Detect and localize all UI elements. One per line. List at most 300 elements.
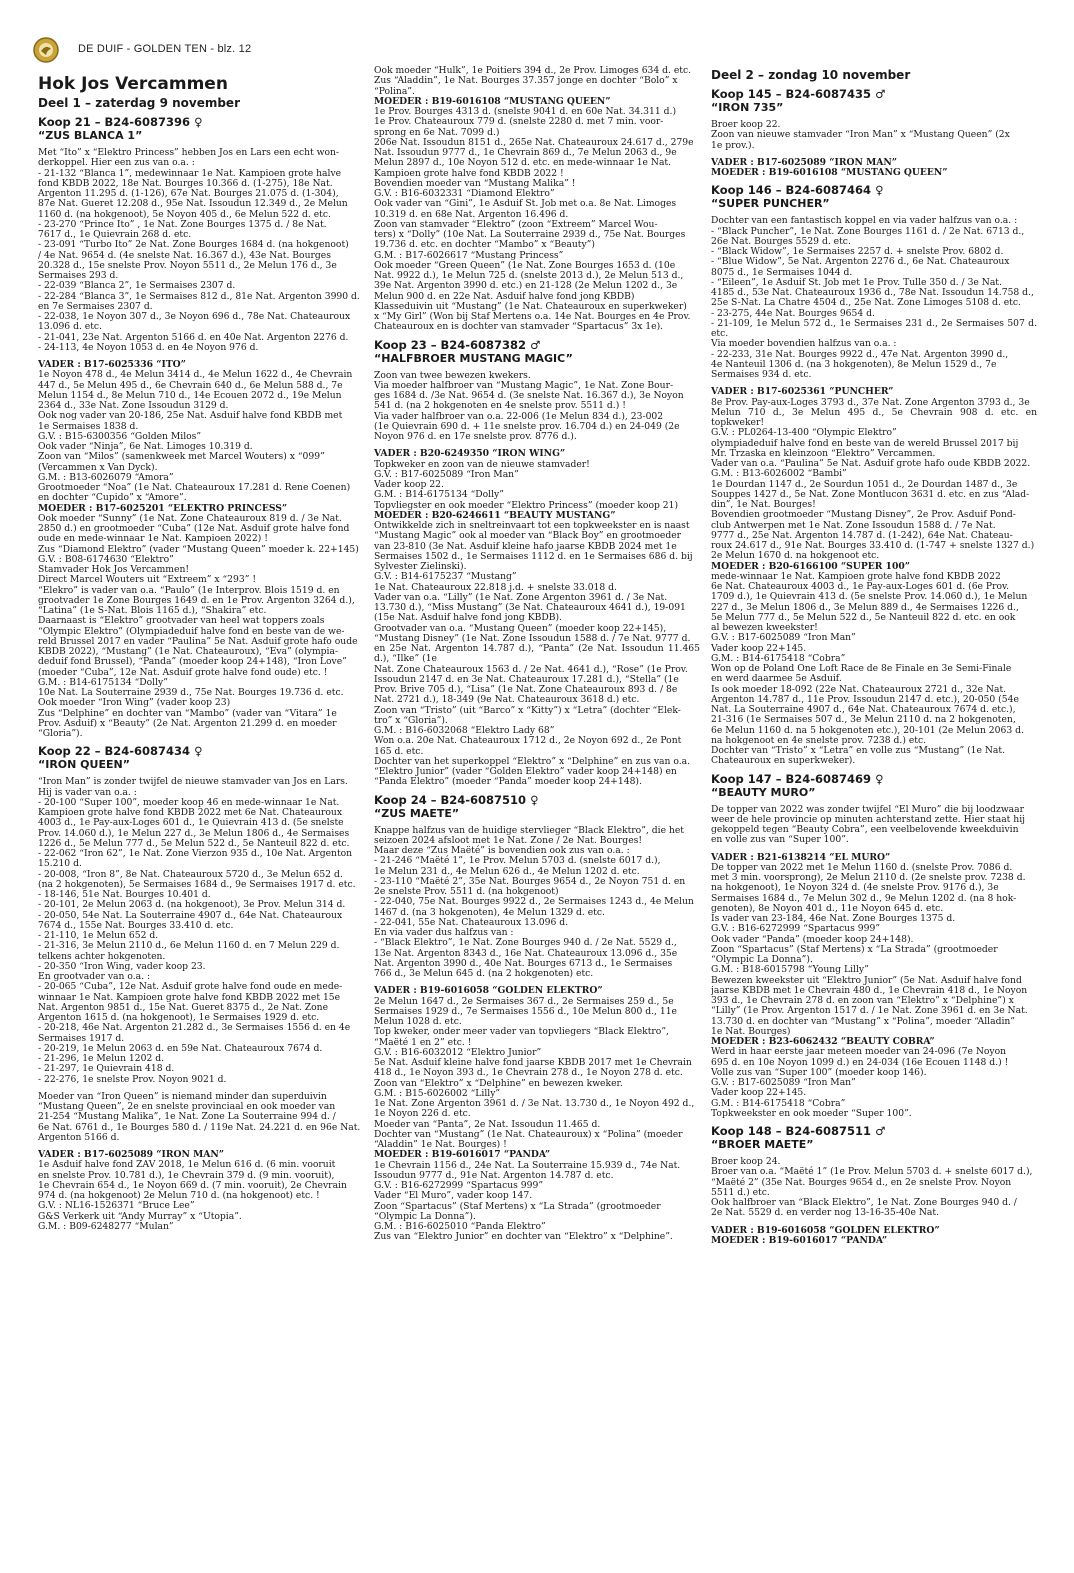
text-line: 1e Chevrain 1156 d., 24e Nat. La Souterraine 15.939 d., 74e Nat. — [374, 1159, 681, 1171]
text-line: 21-254 “Mustang Malika”, 1e Nat. Zone La Souterraine 994 d. / — [38, 1111, 336, 1123]
text-line: - 21-296, 1e Melun 1202 d. — [38, 1053, 165, 1064]
text-line: - “Black Widow”, 1e Sermaises 2257 d. + snelste Prov. 6802 d. — [711, 246, 1004, 257]
text-line: 6e Nat. 6761 d., 1e Bourges 580 d. / 119e Nat. 24.221 d. en 96e Nat. — [38, 1121, 361, 1133]
lot-heading: Koop 21 – B24-6087396 ♀ — [38, 115, 203, 129]
text-line: MOEDER : B23-6062432 “BEAUTY COBRA” — [711, 1036, 935, 1047]
text-line: 13.730 d.), “Miss Mustang” (3e Nat. Chateauroux 4641 d.), 19-091 — [374, 602, 686, 613]
text-line: 4e Nanteuil 1306 d. (na 3 hokgenoten), 8e Melun 1529 d., 7e — [711, 358, 997, 370]
text-line: Met “Ito” x “Elektro Princess” hebben Jos en Lars een echt won- — [38, 147, 340, 158]
text-line: Prov. 14.060 d.), 1e Melun 227 d., 3e Melun 1806 d., 4e Sermaises — [38, 827, 350, 839]
text-line: 39e Nat. Argenton 3990 d. etc.) en 21-128 (2e Melun 1202 d., 3e — [374, 280, 678, 292]
text-line: - 21-109, 1e Melun 572 d., 1e Sermaises 231 d., 2e Sermaises 507 d. etc. — [711, 317, 1037, 339]
text-line: “Panda Elektro” (moeder “Panda” moeder koop 24+148). — [374, 776, 642, 788]
text-line: G.V. : B16-6032331 “Diamond Elektro” — [374, 188, 555, 199]
lot-text — [711, 1157, 1037, 1219]
text-line: 20.328 d., 15e snelste Prov. Noyon 5511 d., 2e Melun 176 d., 3e — [38, 259, 337, 271]
text-line: Grootmoeder “Noa” (1e Nat. Chateauroux 17.281 d. Rene Coenen) — [38, 482, 351, 493]
text-line: 21-316 (1e Sermaises 507 d., 3e Melun 2110 d. na 2 hokgenoten, — [711, 714, 1016, 726]
text-line: 2850 d.) en grootmoeder “Cuba” (12e Nat. Asduif grote halve fond — [38, 523, 350, 534]
text-line: 541 d. (na 2 hokgenoten en 4e snelste prov. 5511 d.) ! — [374, 400, 626, 412]
text-line: KBDB 2022), “Mustang” (1e Nat. Chateauroux), “Eva” (olympia- — [38, 646, 339, 657]
part-heading-2: Deel 2 – zondag 10 november — [711, 68, 911, 82]
text-line: G.V. : B17-6025089 “Iron Man” — [374, 468, 519, 480]
text-line: Knappe halfzus van de huidige stervlieger “Black Elektro”, die het — [374, 824, 684, 836]
text-line: - 22-038, 1e Noyon 307 d., 3e Noyon 696 d., 78e Nat. Chateauroux — [38, 311, 351, 322]
text-line: 974 d. (na hokgenoot) 2e Melun 710 d. (na hokgenoot) etc. ! — [38, 1190, 320, 1201]
lot-heading: Koop 22 – B24-6087434 ♀ — [38, 744, 203, 759]
lot-heading: Koop 145 – B24-6087435 ♂ — [711, 87, 886, 101]
text-line: VADER : B20-6249350 “IRON WING” — [374, 448, 566, 460]
lot-heading: Koop 147 – B24-6087469 ♀ — [711, 771, 884, 786]
text-line: “Lilly” (1e Prov. Argenton 1517 d. / 1e Nat. Zone 3961 d. en 3e Nat. — [711, 1005, 1028, 1017]
text-line: en werd daarmee 5e Asduif. — [711, 673, 842, 685]
text-line: 25e S-Nat. La Chatre 4504 d., 25e Nat. Zone Limoges 5108 d. etc. — [711, 297, 1021, 309]
text-line: - “Eileen”, 1e Asduif St. Job met 1e Prov. Tulle 350 d. / 3e Nat. — [711, 276, 1002, 288]
text-line: Melun 710 d., 3e Melun 495 d., 5e Chevrain 908 d. etc. en topkweker! — [711, 406, 1037, 428]
text-line: ters) x “Dolly” (10e Nat. La Souterraine 2939 d., 75e Nat. Bourges — [374, 229, 686, 240]
text-line: - 20-219, 1e Melun 2063 d. en 59e Nat. Chateauroux 7674 d. — [38, 1042, 323, 1054]
text-line: Nat. Argenton 9851 d., 15e Nat. Gueret 8375 d., 2e Nat. Zone — [38, 1001, 329, 1013]
lot-heading: Koop 23 – B24-6087382 ♂ — [374, 337, 541, 352]
text-line: roux 24.617 d., 91e Nat. Bourges 33.410 d. (1-747 + snelste 1327 d.) — [711, 540, 1035, 551]
text-line: 2e snelste Prov. 5511 d. (na hokgenoot) — [374, 886, 559, 897]
text-line: Vader “El Muro”, vader koop 147. — [374, 1190, 533, 1202]
text-line: mede-winnaar 1e Nat. Kampioen grote halve fond KBDB 2022 — [711, 570, 1001, 582]
text-line: Vader koop 22+145. — [711, 642, 807, 654]
text-line: - “Black Elektro”, 1e Nat. Zone Bourges 940 d. / 2e Nat. 5529 d., — [374, 937, 677, 949]
lot-name: “IRON QUEEN” — [38, 758, 130, 772]
text-line: Ook moeder “Green Queen” (1e Nat. Zone Bourges 1653 d. (10e — [374, 259, 676, 271]
text-line: G.M. : B16-6025010 “Panda Elektro” — [374, 1221, 546, 1232]
text-line: Kampioen grote halve fond KBDB 2022 ! — [374, 167, 564, 179]
text-line: en 25e Nat. Argenton 14.787 d.), “Panta” (2e Nat. Issoudun 11.465 d.), “Ilke” (1e — [374, 643, 700, 665]
text-line: Zus “Diamond Elektro” (vader “Mustang Queen” moeder k. 22+145) — [38, 543, 359, 555]
text-line: 1709 d.), 1e Quievrain 413 d. (5e snelste Prov. 14.060 d.), 1e Melun — [711, 591, 1028, 603]
text-line: Volle zus van “Super 100” (moeder koop 146). — [711, 1066, 927, 1078]
text-line: Dochter van “Mustang” (1e Nat. Chateauroux) x “Polina” (moeder — [374, 1128, 683, 1140]
text-line: Zoon “Spartacus” (Staf Mertens) x “La Strada” (grootmoeder — [711, 943, 998, 955]
text-line: Klasseduivin uit “Mustang” (1e Nat. Chateauroux en superkweker) — [374, 300, 687, 312]
text-line: G.M. : B15-6026002 “Lilly” — [374, 1087, 501, 1099]
text-line: Dochter van een fantastisch koppel en via vader halfzus van o.a. : — [711, 215, 1018, 227]
text-line: - “Blue Widow”, 5e Nat. Argenton 2276 d., 6e Nat. Chateauroux — [711, 256, 1010, 268]
lot-text — [38, 777, 364, 1085]
text-line: Issoudun 2147 d. en 3e Nat. Chateauroux 17.281 d.), “Stella” (1e — [374, 673, 679, 685]
text-line: Won op de Poland One Loft Race de 8e Finale en 3e Semi-Finale — [711, 663, 1012, 674]
text-line: - 21-316, 3e Melun 2110 d., 6e Melun 1160 d. en 7 Melun 229 d. — [38, 940, 340, 952]
text-line: Sermaises 293 d. — [38, 270, 119, 281]
text-line: 2364 d., 33e Nat. Zone Issoudun 3129 d. — [38, 400, 229, 411]
text-line: - 20-008, “Iron 8”, 8e Nat. Chateauroux 5720 d., 3e Melun 652 d. — [38, 868, 343, 880]
text-line: - 21-246 “Maëté 1”, 1e Prov. Melun 5703 d. (snelste 6017 d.), — [374, 855, 661, 867]
text-line: 1e Melun 231 d., 4e Melun 626 d., 4e Melun 1202 d. etc. — [374, 865, 640, 877]
text-line: reld Brussel 2017 en vader “Paulina” 5e Nat. Asduif grote hafo oude — [38, 635, 358, 647]
text-line: Ook moeder “Hulk”, 1e Poitiers 394 d., 2e Prov. Limoges 634 d. etc. — [374, 66, 692, 76]
text-line: - 22-040, 75e Nat. Bourges 9922 d., 2e Sermaises 1243 d., 4e Melun — [374, 896, 694, 908]
text-line: VADER : B21-6138214 “EL MURO” — [711, 851, 891, 863]
text-line: 1e Noyon 226 d. etc. — [374, 1108, 471, 1120]
text-line: G.V. : NL16-1526371 “Bruce Lee” — [38, 1200, 195, 1212]
text-line: G.M. : B13-6026002 “Bambi” — [711, 468, 847, 480]
lot-pedigree — [711, 387, 1037, 766]
text-line: 13.730 d. en dochter van “Mustang” x “Polina”, moeder “Alladin” — [711, 1015, 1016, 1027]
lot-name: “BROER MAETE” — [711, 1138, 814, 1151]
text-line: VADER : B17-6025361 “PUNCHER” — [711, 386, 894, 398]
text-line: Won o.a. 20e Nat. Chateauroux 1712 d., 2e Noyon 692 d., 2e Pont — [374, 735, 682, 747]
text-line: 1e Sermaises 1838 d. — [38, 420, 139, 432]
text-line: MOEDER : B20-6246611 “BEAUTY MUSTANG” — [374, 509, 616, 521]
text-line: Sylvester Zielinski). — [374, 561, 467, 572]
lot-heading: Koop 148 – B24-6087511 ♂ — [711, 1124, 886, 1138]
text-line: 13e Nat. Argenton 8343 d., 16e Nat. Chateauroux 13.096 d., 35e — [374, 947, 678, 959]
text-line: 766 d., 3e Melun 645 d. (na 2 hokgenoten) etc. — [374, 968, 594, 979]
text-line: 15.210 d. — [38, 858, 82, 870]
text-line: 206e Nat. Issoudun 8151 d., 265e Nat. Chateauroux 24.617 d., 279e — [374, 136, 694, 148]
text-line: Dochter van “Tristo” x “Letra” en volle zus “Mustang” (1e Nat. — [711, 745, 1005, 756]
text-line: Daarnaast is “Elektro” grootvader van heel wat toppers zoals — [38, 615, 325, 627]
text-line: Prov. Asduif) x “Beauty” (2e Nat. Argenton 21.299 d. en moeder — [38, 717, 337, 729]
text-line: Sermaises 1684 d., 7e Melun 302 d., 9e Melun 1202 d. (na 8 hok- — [711, 892, 1017, 904]
text-line: Zoon van “Tristo” (uit “Barco” x “Kitty”) x “Letra” (dochter “Elek- — [374, 704, 681, 716]
text-line: Chateauroux en is dochter van stamvader “Spartacus” 3x 1e). — [374, 321, 664, 333]
text-line: En grootvader van o.a. : — [38, 971, 151, 982]
text-line: 26e Nat. Bourges 5529 d. etc. — [711, 235, 851, 247]
text-line: VADER : B19-6016058 “GOLDEN ELEKTRO” — [374, 985, 603, 997]
text-line: deduif fond Brussel), “Panda” (moeder koop 24+148), “Iron Love” — [38, 656, 347, 668]
page-header — [32, 36, 332, 66]
text-line: - 20-050, 54e Nat. La Souterraine 4907 d., 64e Nat. Chateauroux — [38, 909, 343, 921]
text-line: 1e Chevrain 654 d., 1e Noyon 669 d. (7 min. vooruit), 2e Chevrain — [38, 1179, 347, 1191]
text-line: Zoon van nieuwe stamvader “Iron Man” x “Mustang Queen” (2x — [711, 129, 1010, 141]
text-line: en 7e Sermaises 2307 d. — [38, 300, 153, 312]
text-line: Argenton 14.787 d., 11e Prov. Issoudun 2147 d. etc.), 20-050 (54e — [711, 693, 1019, 705]
text-line: 5e Nat. Asduif kleine halve fond jaarse KBDB 2017 met 1e Chevrain — [374, 1057, 692, 1068]
text-line: “Maëté 1 en 2” etc. ! — [374, 1036, 472, 1048]
text-line: 227 d., 3e Melun 1806 d., 3e Melun 889 d., 4e Sermaises 1226 d., — [711, 601, 1019, 613]
text-line: 7674 d., 155e Nat. Bourges 33.410 d. etc. — [38, 919, 234, 931]
text-line: club Antwerpen met 1e Nat. Zone Issoudun 1588 d. / 7e Nat. — [711, 519, 996, 531]
text-line: Melun 900 d. en 22e Nat. Asduif halve fond jong KBDB) — [374, 290, 635, 302]
text-line: G.M. : B14-6175418 “Cobra” — [711, 1097, 846, 1109]
text-line: G.M. : B09-6248277 “Mulan” — [38, 1220, 174, 1232]
text-line: en volle zus van “Super 100”. — [711, 834, 849, 846]
text-line: Melun 1028 d. etc. — [374, 1016, 462, 1027]
text-line: 393 d., 1e Chevrain 278 d. en zoon van “Elektro” x “Delphine”) x — [711, 995, 1014, 1006]
text-line: Ontwikkelde zich in sneltreinvaart tot een topkweekster en is naast — [374, 520, 690, 531]
text-line: olympiadeduif halve fond en beste van de wereld Brussel 2017 bij — [711, 437, 1019, 449]
text-line: Nat. 2721 d.), 18-349 (9e Nat. Chateauroux 3618 d.) etc. — [374, 694, 640, 706]
text-line: 7617 d., 1e Quievrain 268 d. etc. — [38, 229, 192, 240]
text-line: tro” x “Gloria”). — [374, 714, 448, 726]
text-line: 1e Nat. Zone Argenton 3961 d. / 3e Nat. 13.730 d., 1e Noyon 492 d., — [374, 1098, 695, 1109]
text-line: - 23-110 “Maëté 2”, 35e Nat. Bourges 9654 d., 2e Noyon 751 d. en — [374, 875, 686, 887]
text-line: sprong en 6e Nat. 7099 d.) — [374, 126, 500, 138]
text-line: “Polina”. — [374, 85, 415, 97]
text-line: G.V. : B16-6272999 “Spartacus 999” — [711, 923, 881, 935]
text-line: - 20-350 “Iron Wing, vader koop 23. — [38, 960, 206, 972]
text-line: Is ook moeder 18-092 (22e Nat. Chateauroux 2721 d., 32e Nat. — [711, 683, 1007, 695]
text-line: Broer koop 24. — [711, 1156, 781, 1167]
text-line: Melun 1154 d., 8e Melun 710 d., 14e Ecouen 2072 d., 19e Melun — [38, 389, 342, 401]
text-line: Bovendien grootmoeder “Mustang Disney”, 2e Prov. Asduif Pond- — [711, 509, 1016, 521]
lot-heading: Koop 146 – B24-6087464 ♀ — [711, 183, 884, 198]
text-line: - 23-091 “Turbo Ito” 2e Nat. Zone Bourges 1684 d. (na hokgenoot) — [38, 239, 349, 251]
text-line: 5511 d.) etc. — [711, 1186, 770, 1198]
text-line: Dochter van het superkoppel “Elektro” x “Delphine” en zus van o.a. — [374, 755, 691, 767]
text-line: VADER : B17-6025336 “ITO” — [38, 359, 186, 370]
lot-pedigree — [711, 158, 1037, 179]
text-line: - 22-284 “Blanca 3”, 1e Sermaises 812 d., 81e Nat. Argenton 3990 d. — [38, 290, 360, 302]
text-line: Souppes 1427 d., 5e Nat. Zone Montlucon 3631 d. etc. en zus “Alad- — [711, 488, 1030, 500]
text-line: 1e Prov. Bourges 4313 d. (snelste 9041 d. en 60e Nat. 34.311 d.) — [374, 106, 677, 117]
lot-name: “BEAUTY MURO” — [711, 785, 816, 799]
text-line: (moeder “Cuba”, 12e Nat. Asduif grote halve fond oude) etc. ! — [38, 666, 328, 678]
text-line: (na 2 hokgenoten), 5e Sermaises 1684 d., 9e Sermaises 1917 d. etc. — [38, 878, 356, 890]
text-line: - 21-110, 1e Melun 652 d. — [38, 930, 159, 941]
text-line: Nat. 9922 d.), 1e Melun 725 d. (snelste 2013 d.), 2e Melun 513 d., — [374, 270, 684, 281]
text-line: en snelste Prov. 10.781 d.), 1e Chevrain 379 d. (9 min. vooruit), — [38, 1169, 335, 1181]
text-line: - 23-275, 44e Nat. Bourges 9654 d. — [711, 307, 875, 319]
lot-text — [38, 1092, 364, 1143]
text-line: Direct Marcel Wouters uit “Extreem” x “293” ! — [38, 574, 257, 586]
text-line: 5e Melun 777 d., 5e Melun 522 d., 5e Nanteuil 822 d. etc. en ook — [711, 611, 1016, 623]
text-line: G.V. : B16-6272999 “Spartacus 999” — [374, 1180, 544, 1191]
text-line: Topkweekster en ook moeder “Super 100”. — [711, 1107, 912, 1119]
text-line: 695 d. en 10e Noyon 1099 d.) en 24-034 (16e Ecouen 1148 d.) ! — [711, 1056, 1009, 1068]
text-line: 1e Asduif halve fond ZAV 2018, 1e Melun 616 d. (6 min. vooruit — [38, 1159, 336, 1171]
text-line: En via vader dus halfzus van : — [374, 927, 514, 938]
text-line: Via moeder halfbroer van “Mustang Magic”, 1e Nat. Zone Bour- — [374, 379, 674, 391]
text-line: - 21-041, 23e Nat. Argenton 5166 d. en 40e Nat. Argenton 2276 d. — [38, 331, 349, 343]
text-line: “Olympic La Donna”). — [374, 1210, 476, 1222]
text-line: G.M. : B18-6015798 “Young Lilly” — [711, 964, 869, 976]
lot-heading: Koop 24 – B24-6087510 ♀ — [374, 792, 539, 807]
page-title: Hok Jos Vercammen — [38, 74, 228, 94]
text-line: De topper van 2022 was zonder twijfel “El Muro” die bij loodzwaar — [711, 803, 1025, 815]
text-line: 10e Nat. La Souterraine 2939 d., 75e Nat. Bourges 19.736 d. etc. — [38, 687, 344, 698]
text-line: 8e Prov. Pay-aux-Loges 3793 d., 37e Nat. Zone Argenton 3793 d., 3e — [711, 396, 1030, 408]
text-line: Prov. Brive 705 d.), “Lisa” (1e Nat. Zone Chateauroux 893 d. / 8e — [374, 684, 678, 695]
text-line: “Elekro” is vader van o.a. “Paulo” (1e Interprov. Blois 1519 d. en — [38, 584, 340, 596]
text-line: - 22-233, 31e Nat. Bourges 9922 d., 47e Nat. Argenton 3990 d., — [711, 348, 1009, 360]
text-line: gekoppeld tegen “Beauty Cobra”, een veelbelovende kweekduivin — [711, 824, 1019, 835]
text-line: “Mustang Disney” (1e Nat. Zone Issoudun 1588 d. / 7e Nat. 9777 d. — [374, 632, 691, 644]
lot-text — [711, 120, 1037, 151]
text-line: “Olympic Elektro” (Olympiadeduif halve fond en beste van de we- — [38, 625, 345, 637]
text-line: Sermaises 1917 d. — [38, 1032, 125, 1044]
text-line: 1e Dourdan 1147 d., 2e Sourdun 1051 d., 2e Dourdan 1487 d., 3e — [711, 478, 1018, 490]
text-line: Chateauroux en superkweker). — [711, 755, 856, 767]
text-line: G.M. : B16-6032068 “Elektro Lady 68” — [374, 725, 555, 736]
text-line: Vader van o.a. “Paulina” 5e Nat. Asduif grote hafo oude KBDB 2022. — [711, 458, 1031, 469]
lot-pedigree — [374, 66, 700, 333]
lot-pedigree — [38, 360, 364, 739]
text-line: G.V. : B17-6025089 “Iron Man” — [711, 1077, 856, 1088]
text-line: Is vader van 23-184, 46e Nat. Zone Bourges 1375 d. — [711, 913, 956, 924]
text-line: 2e Melun 1647 d., 2e Sermaises 367 d., 2e Sermaises 259 d., 5e — [374, 995, 674, 1007]
text-line: - 24-113, 4e Noyon 1053 d. en 4e Noyon 976 d. — [38, 341, 259, 353]
text-line: 13.096 d. etc. — [38, 321, 102, 333]
text-line: Topkweker en zoon van de nieuwe stamvader! — [374, 458, 590, 470]
text-line: Broer van o.a. “Maëté 1” (1e Prov. Melun 5703 d. + snelste 6017 d.), — [711, 1166, 1033, 1178]
text-line: 1e Nat. Chateauroux 22.818 j.d. + snelste 33.018 d. — [374, 581, 617, 593]
text-line: Ook halfbroer van “Black Elektro”, 1e Nat. Zone Bourges 940 d. / — [711, 1197, 1017, 1208]
part-heading-1: Deel 1 – zaterdag 9 november — [38, 96, 240, 110]
text-line: Melun 2897 d., 10e Noyon 512 d. etc. en mede-winnaar 1e Nat. — [374, 157, 672, 169]
text-line: Kampioen grote halve fond KBDB 2022 met 6e Nat. Chateauroux — [38, 807, 343, 818]
text-line: - 20-101, 2e Melun 2063 d. (na hokgenoot), 3e Prov. Melun 314 d. — [38, 899, 346, 911]
text-line: van 23-810 (3e Nat. Asduif kleine hafo jaarse KBDB 2024 met 1e — [374, 540, 677, 552]
text-line: - 20-218, 46e Nat. Argenton 21.282 d., 3e Sermaises 1556 d. en 4e — [38, 1022, 351, 1034]
text-line: Via moeder bovendien halfzus van o.a. : — [711, 338, 897, 350]
text-line: telkens achter hokgenoten. — [38, 950, 166, 962]
text-line: (Vercammen x Van Dyck). — [38, 461, 158, 473]
text-line: Hij is vader van o.a. : — [38, 786, 137, 798]
text-line: Ook vader “Panda” (moeder koop 24+148). — [711, 933, 914, 945]
text-line: MOEDER : B19-6016017 “PANDA” — [711, 1234, 888, 1246]
text-line: Argenton 5166 d. — [38, 1131, 120, 1143]
text-line: Bovendien moeder van “Mustang Malika” ! — [374, 177, 576, 189]
text-line: Nat. Zone Chateauroux 1563 d. / 2e Nat. 4641 d.), “Rose” (1e Prov. — [374, 663, 688, 675]
text-line: Moeder van “Iron Queen” is niemand minder dan superduivin — [38, 1090, 327, 1102]
text-line: G.M. : B14-6175134 “Dolly” — [38, 676, 168, 688]
text-line: - 22-062 “Iron 62”, 1e Nat. Zone Vierzon 935 d., 10e Nat. Argenton — [38, 848, 353, 859]
text-line: na hokgenoot), 1e Noyon 324 d. (4e snelste Prov. 9176 d.), 3e — [711, 882, 999, 894]
text-line: Zus “Aladdin”, 1e Nat. Bourges 37.357 jonge en dochter “Bolo” x — [374, 75, 678, 87]
text-line: Ook nog vader van 20-186, 25e Nat. Asduif halve fond KBDB met — [38, 410, 343, 422]
text-line: Vader koop 22+145. — [711, 1087, 807, 1099]
lot-name: “IRON 735” — [711, 101, 784, 114]
lot-pedigree — [711, 853, 1037, 1120]
text-line: - 22-041, 55e Nat. Chateauroux 13.096 d. — [374, 916, 569, 928]
text-line: “Latina” (1e S-Nat. Blois 1165 d.), “Shakira” etc. — [38, 605, 267, 616]
lot-text — [711, 216, 1037, 380]
text-line: G&S Verkerk uit “Andy Murray” x “Utopia”. — [38, 1210, 242, 1222]
text-line: 10.319 d. en 68e Nat. Argenton 16.496 d. — [374, 208, 569, 220]
text-line: 2e Melun 1670 d. na hokgenoot etc. — [711, 550, 880, 562]
text-line: 447 d., 5e Melun 495 d., 6e Chevrain 640 d., 6e Melun 588 d., 7e — [38, 379, 343, 391]
text-line: VADER : B17-6025089 “IRON MAN” — [711, 156, 898, 168]
text-line: 19.736 d. etc. en dochter “Mambo” x “Beauty”) — [374, 239, 595, 251]
text-line: 4185 d., 53e Nat. Chateauroux 1936 d., 78e Nat. Issoudun 14.758 d., — [711, 287, 1034, 298]
text-line: MOEDER : B20-6166100 “SUPER 100” — [711, 560, 911, 572]
text-line: Nat. Argenton 3990 d., 40e Nat. Bourges 6713 d., 1e Sermaises — [374, 957, 673, 969]
text-line: Zoon van stamvader “Elektro” (zoon “Extreem” Marcel Wou- — [374, 218, 658, 230]
text-line: Ook vader “Ninja”, 6e Nat. Limoges 10.319 d. — [38, 441, 253, 452]
text-line: MOEDER : B19-6016108 “MUSTANG QUEEN” — [374, 95, 611, 107]
text-line: 1e Prov. Chateauroux 779 d. (snelste 2280 d. met 7 min. voor- — [374, 116, 664, 128]
text-line: 8075 d., 1e Sermaises 1044 d. — [711, 266, 853, 278]
lot-name: “HALFBROER MUSTANG MAGIC” — [374, 351, 573, 365]
text-line: G.V. : B17-6025089 “Iron Man” — [711, 632, 856, 644]
text-line: Noyon 976 d. en 17e snelste prov. 8776 d.). — [374, 431, 577, 442]
text-line: Werd in haar eerste jaar meteen moeder van 24-096 (7e Noyon — [711, 1046, 1007, 1058]
text-line: derkoppel. Hier een zus van o.a. : — [38, 157, 195, 169]
text-line: genoten), 8e Noyon 401 d., 11e Noyon 645 d. etc. — [711, 902, 944, 914]
text-line: Mr. Trzaska en kleinzoon “Elektro” Vercammen. — [711, 447, 936, 459]
text-line: fond KBDB 2022, 18e Nat. Bourges 10.366 d. (1-275), 18e Nat. — [38, 177, 333, 189]
text-line: - 22-039 “Blanca 2”, 1e Sermaises 2307 d. — [38, 280, 236, 292]
text-line: seizoen 2024 afsloot met 1e Nat. Zone / 2e Nat. Bourges! — [374, 834, 643, 846]
lot-name: “SUPER PUNCHER” — [711, 197, 830, 211]
text-line: 418 d., 1e Noyon 393 d., 1e Chevrain 278 d., 1e Noyon 278 d. etc. — [374, 1067, 683, 1079]
text-line: - 21-132 “Blanca 1”, medewinnaar 1e Nat. Kampioen grote halve — [38, 167, 342, 179]
text-line: Argenton 1615 d. (na hokgenoot), 1e Sermaises 1929 d. etc. — [38, 1012, 320, 1023]
text-line: Sermaises 1929 d., 7e Sermaises 1556 d., 10e Melun 800 d., 11e — [374, 1005, 677, 1017]
text-line: winnaar 1e Nat. Kampioen grote halve fond KBDB 2022 met 15e — [38, 991, 341, 1003]
text-line: 6e Nat. Chateauroux 4003 d., 1e Pay-aux-Loges 601 d. (6e Prov. — [711, 581, 1010, 592]
text-line: G.M. : B13-6026079 “Amora” — [38, 471, 174, 483]
text-line: “Mustang Magic” ook al moeder van “Black Boy” en grootmoeder — [374, 530, 682, 542]
text-line: G.V. : B15-6300356 “Golden Milos” — [38, 430, 202, 442]
text-line: Argenton 11.295 d. (1-126), 67e Nat. Bourges 21.075 d. (1-304), — [38, 188, 339, 199]
lot-text — [374, 826, 700, 980]
text-line: x “My Girl” (Won bij Staf Mertens o.a. 14e Nat. Bourges en 4e Prov. — [374, 311, 691, 322]
text-line: De topper van 2022 met 1e Melun 1160 d. (snelste Prov. 7086 d. — [711, 861, 1013, 873]
column-1 — [38, 74, 364, 1555]
text-line: G.V. : B08-6174630 “Elektro” — [38, 553, 174, 565]
text-line: met 3 min. voorsprong), 2e Melun 2110 d. (2e snelste prov. 7238 d. — [711, 872, 1026, 883]
lot-pedigree — [38, 1150, 364, 1232]
text-line: G.M. : B17-6026617 “Mustang Princess” — [374, 249, 564, 261]
text-line: Moeder van “Panta”, 2e Nat. Issoudun 11.465 d. — [374, 1118, 601, 1130]
text-line: Zoon van “Milos” (samenkweek met Marcel Wouters) x “099” — [38, 451, 325, 463]
text-line: Vader koop 22. — [374, 479, 444, 490]
text-line: 87e Nat. Gueret 12.208 d., 95e Nat. Issoudun 12.349 d., 2e Melun — [38, 198, 348, 210]
text-line: “Maëté 2” (35e Nat. Bourges 9654 d., en 2e snelste Prov. Noyon — [711, 1176, 1012, 1188]
text-line: 2e Nat. 5529 d. en verder nog 13-16-35-40e Nat. — [711, 1207, 940, 1219]
lot-text — [38, 148, 364, 353]
text-line: G.M. : B14-6175418 “Cobra” — [711, 652, 846, 664]
text-line: G.V. : B16-6032012 “Elektro Junior” — [374, 1046, 542, 1058]
running-head: DE DUIF - GOLDEN TEN - blz. 12 — [78, 43, 252, 55]
text-line: Ook moeder “Iron Wing” (vader koop 23) — [38, 697, 231, 709]
text-line: Ook moeder “Sunny” (1e Nat. Zone Chateauroux 819 d. / 3e Nat. — [38, 512, 342, 524]
text-line: Top kweker, onder meer vader van topvliegers “Black Elektro”, — [374, 1026, 669, 1038]
text-line: Zoon van twee bewezen kwekers. — [374, 369, 531, 381]
lot-pedigree — [374, 449, 700, 787]
lot-name: “ZUS BLANCA 1” — [38, 129, 143, 142]
text-line: VADER : B19-6016058 “GOLDEN ELEKTRO” — [711, 1224, 940, 1236]
lot-text — [711, 805, 1037, 846]
text-line: oude en mede-winnaar 1e Nat. Kampioen 2022) ! — [38, 533, 268, 545]
text-line: Zus van “Elektro Junior” en dochter van “Elektro” x “Delphine”. — [374, 1231, 673, 1243]
text-line: Via vader halfbroer van o.a. 22-006 (1e Melun 834 d.), 23-002 — [374, 410, 664, 422]
lot-pedigree — [711, 1226, 1037, 1247]
text-line: VADER : B17-6025089 “IRON MAN” — [38, 1149, 225, 1160]
text-line: Zoon van “Elektro” x “Delphine” en bewezen kweker. — [374, 1077, 623, 1089]
text-line: Ook vader van “Gini”, 1e Asduif St. Job met o.a. 8e Nat. Limoges — [374, 198, 677, 210]
text-line: al bewezen kweekster! — [711, 622, 818, 633]
text-line: “Iron Man” is zonder twijfel de nieuwe stamvader van Jos en Lars. — [38, 776, 348, 788]
text-line: MOEDER : B19-6016017 “PANDA” — [374, 1149, 551, 1161]
text-line: Topvliegster en ook moeder “Elektro Princess” (moeder koop 21) — [374, 499, 679, 511]
text-line: ges 1684 d. /3e Nat. 9654 d. (3e snelste Nat. 16.367 d.), 3e Noyon — [374, 390, 684, 401]
text-line: Broer koop 22. — [711, 119, 781, 130]
text-line: Nat. La Souterraine 4907 d., 64e Nat. Chateauroux 7674 d. etc.), — [711, 704, 1016, 715]
text-line: din”, 1e Nat. Bourges! — [711, 499, 816, 510]
text-line: Sermaises 934 d. etc. — [711, 369, 812, 380]
column-3 — [711, 66, 1037, 1555]
text-line: “Gloria”). — [38, 728, 83, 739]
text-line: - 23-270 “Prince Ito” , 1e Nat. Zone Bourges 1375 d. / 8e Nat. — [38, 218, 327, 230]
text-line: Sermaises 1502 d., 1e Sermaises 1112 d. en 1e Sermaises 686 d. bij — [374, 550, 693, 562]
text-line: G.M. : B14-6175134 “Dolly” — [374, 489, 504, 501]
lot-text — [374, 371, 700, 443]
text-line: Vader van o.a. “Lilly” (1e Nat. Zone Argenton 3961 d. / 3e Nat. — [374, 591, 668, 603]
text-line: “Mustang Queen”, 2e en snelste provinciaal en ook moeder van — [38, 1101, 336, 1112]
text-line: 1e Nat. Bourges) — [711, 1025, 791, 1037]
